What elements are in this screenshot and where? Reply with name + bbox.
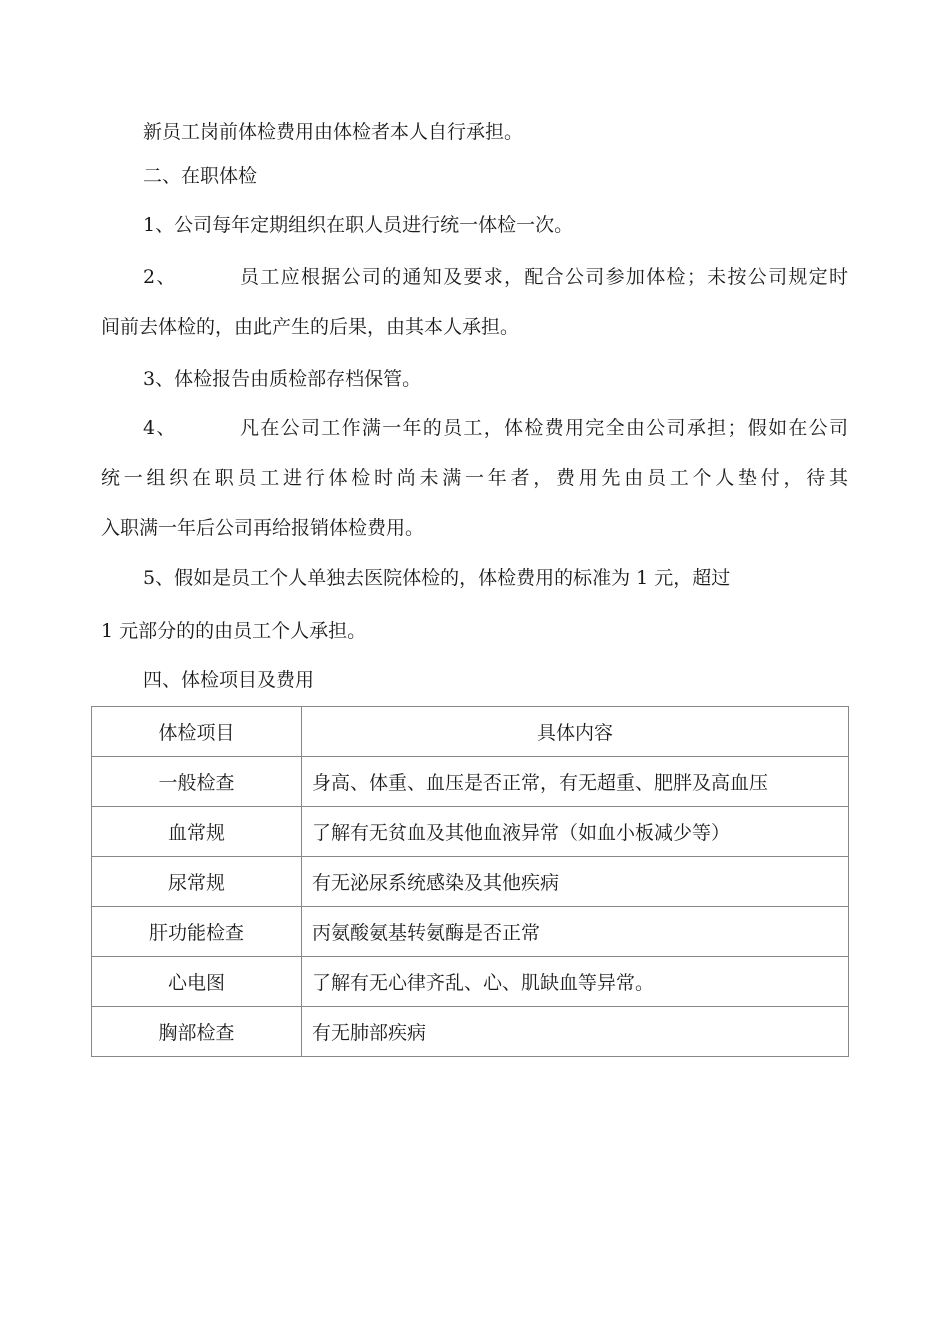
list-item-4-line-3: 入职满一年后公司再给报销体检费用。 xyxy=(101,517,425,539)
table-row xyxy=(92,757,849,807)
list-item-4-number: 4、 xyxy=(143,417,177,439)
list-item-5-line-1: 5、假如是员工个人单独去医院体检的，体检费用的标准为 1 元，超过 xyxy=(143,567,731,589)
table-cell-content: 了解有无贫血及其他血液异常（如血小板减少等） xyxy=(302,807,849,857)
checkup-items-table xyxy=(91,706,849,1057)
section-heading-checkup-items: 四、体检项目及费用 xyxy=(143,669,315,691)
table-cell-item: 心电图 xyxy=(92,957,302,1007)
table-header-row xyxy=(92,707,849,757)
table-cell-item: 肝功能检查 xyxy=(92,907,302,957)
table-cell-content: 丙氨酸氨基转氨酶是否正常 xyxy=(302,907,849,957)
table-cell-item: 胸部检查 xyxy=(92,1007,302,1057)
table-cell-item: 一般检查 xyxy=(92,757,302,807)
table-row xyxy=(92,857,849,907)
list-item-4-line-2: 统一组织在职员工进行体检时尚未满一年者，费用先由员工个人垫付，待其 xyxy=(101,467,848,489)
column-header-content: 具体内容 xyxy=(302,707,849,757)
list-item-4-line-1 xyxy=(143,416,848,440)
table-cell-item: 尿常规 xyxy=(92,857,302,907)
table-cell-content: 有无泌尿系统感染及其他疾病 xyxy=(302,857,849,907)
column-header-item: 体检项目 xyxy=(92,707,302,757)
list-item-3: 3、体检报告由质检部存档保管。 xyxy=(143,368,422,390)
table-row xyxy=(92,907,849,957)
table-row xyxy=(92,957,849,1007)
list-item-5-line-2: 1 元部分的的由员工个人承担。 xyxy=(101,620,367,642)
section-heading-in-service-checkup: 二、在职体检 xyxy=(143,165,258,187)
list-item-2-line-1 xyxy=(143,265,848,289)
table-cell-content: 了解有无心律齐乱、心、肌缺血等异常。 xyxy=(302,957,849,1007)
paragraph-employee-fee: 新员工岗前体检费用由体检者本人自行承担。 xyxy=(143,121,524,143)
table-cell-content: 身高、体重、血压是否正常，有无超重、肥胖及高血压 xyxy=(302,757,849,807)
table-cell-item: 血常规 xyxy=(92,807,302,857)
list-item-1: 1、公司每年定期组织在职人员进行统一体检一次。 xyxy=(143,214,574,236)
list-item-2-text: 员工应根据公司的通知及要求，配合公司参加体检；未按公司规定时 xyxy=(238,266,848,288)
list-item-2-number: 2、 xyxy=(143,266,177,288)
table-row xyxy=(92,1007,849,1057)
list-item-2-line-2: 间前去体检的，由此产生的后果，由其本人承担。 xyxy=(101,316,520,338)
list-item-4-text: 凡在公司工作满一年的员工，体检费用完全由公司承担；假如在公司 xyxy=(238,417,848,439)
table-cell-content: 有无肺部疾病 xyxy=(302,1007,849,1057)
table-row xyxy=(92,807,849,857)
